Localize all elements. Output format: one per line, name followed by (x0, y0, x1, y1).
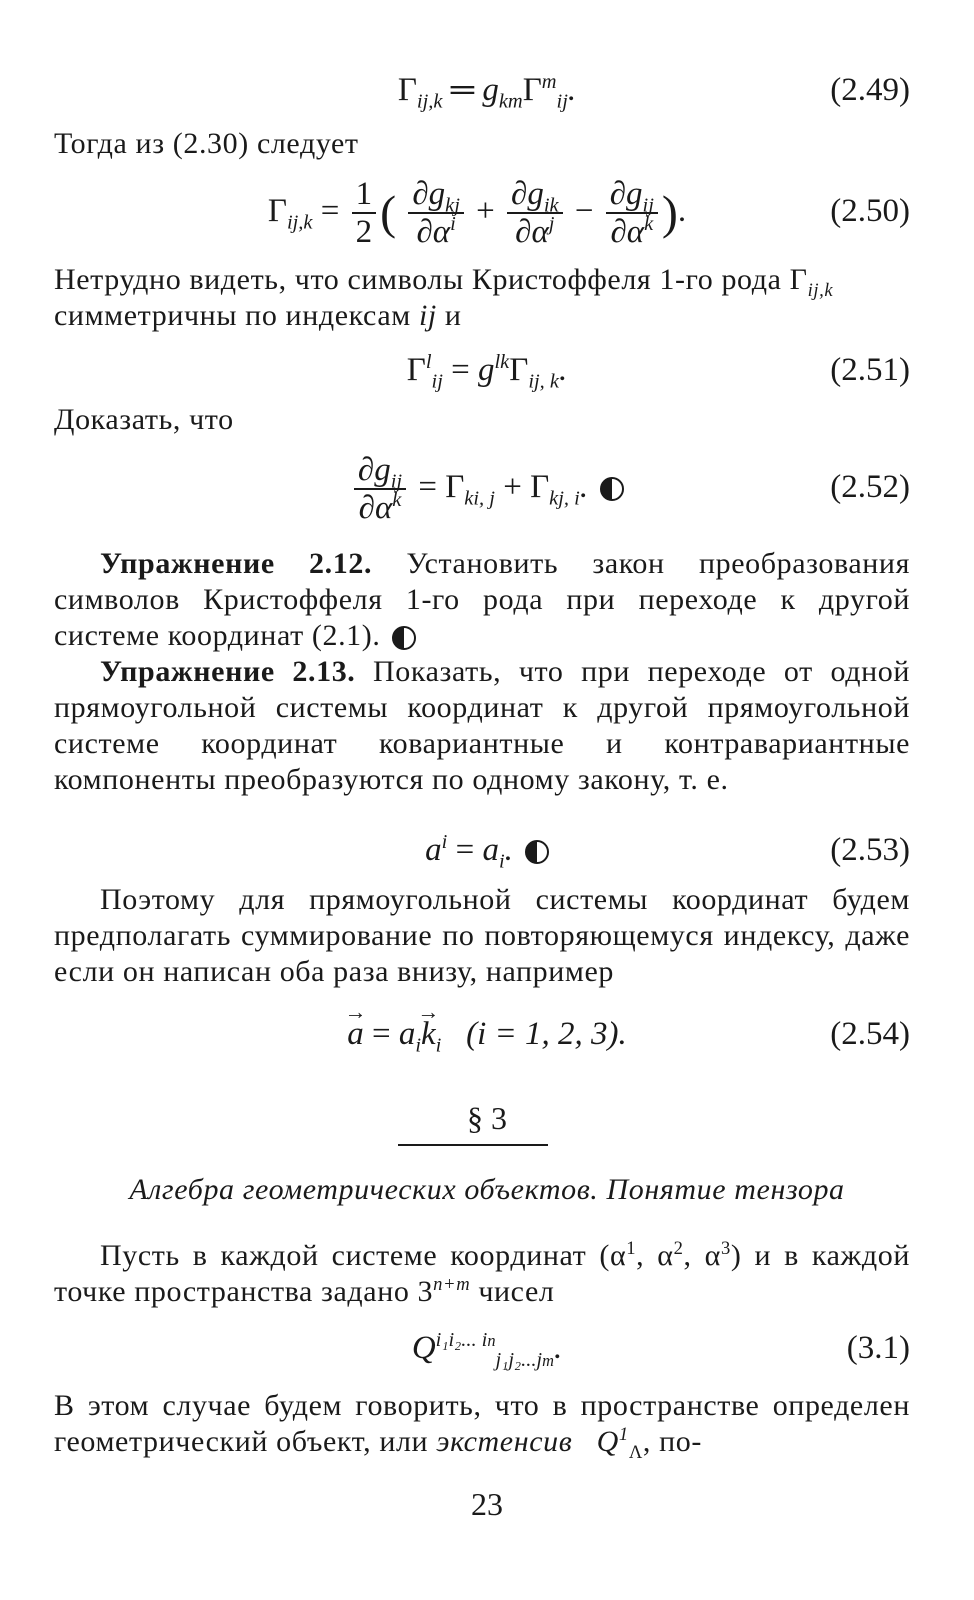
symbol-q: Q (596, 1425, 619, 1458)
punctuation: . (504, 832, 513, 868)
fraction-dg-dalpha (354, 452, 406, 526)
fraction-term-3 (606, 176, 658, 250)
numerator (408, 176, 464, 218)
text: ∂α (416, 214, 451, 251)
relation: = (442, 352, 478, 388)
text: ∂α (515, 214, 549, 251)
punctuation: . (579, 469, 589, 505)
equation-2-51-formula (0, 340, 974, 400)
fraction-half (352, 176, 377, 250)
text: ) и в каждой точке пространства задано 3 (54, 1239, 910, 1308)
superscript: 1 (618, 1424, 629, 1445)
symbol-gamma: Γ (445, 469, 465, 505)
equation-2-53 (0, 820, 974, 880)
text: Нетрудно видеть, что символы Кристоффеля 1-го рода Γ (54, 263, 808, 296)
punctuation: . (558, 352, 568, 388)
operator-plus: + (494, 469, 531, 505)
paragraph-summation: Поэтому для прямоугольной системы координат будем предполагать суммирование по повторяющемуся индексу, даже если он написан оба раза внизу, например (54, 883, 910, 988)
denominator: 2 (355, 214, 373, 251)
denominator (354, 490, 406, 526)
subscript: ij (431, 370, 443, 393)
equation-2-50-formula (0, 174, 974, 250)
numerator (354, 452, 406, 494)
relation: = (363, 1016, 399, 1052)
index-ij: ij (418, 299, 437, 332)
numerator (606, 176, 658, 218)
page-number: 23 (471, 1486, 503, 1522)
punctuation: . (677, 193, 687, 229)
operator-plus: + (476, 193, 495, 229)
text: , α (683, 1239, 721, 1272)
subscript: i (498, 850, 505, 873)
text: Пусть в каждой системе координат (α (100, 1239, 627, 1272)
symbol-gamma: Γ (406, 352, 426, 388)
superscript: k (392, 489, 402, 512)
relation: = (447, 832, 483, 868)
half-filled-circle-icon (525, 840, 549, 864)
exercise-label: Упражнение 2.13. (100, 655, 356, 688)
term-extensive: экстенсив (436, 1425, 573, 1458)
text: ∂g (412, 176, 446, 213)
equation-number: (2.49) (830, 72, 910, 108)
paren-close: ) (661, 186, 678, 240)
vector-a: → a (347, 1004, 364, 1064)
superscript: lk (494, 351, 510, 373)
section-number: § 3 (467, 1100, 507, 1136)
exercise-body: Установить закон преобразования символов Кристоффеля 1-го рода при переходе к другой системе координат (2.1). (54, 547, 910, 652)
half-filled-circle-icon (600, 477, 624, 501)
text: ∂g (511, 176, 544, 213)
symbol-a: a (482, 832, 499, 868)
superscript: 1 (626, 1238, 637, 1259)
text: ∂g (357, 452, 391, 489)
numerator: 1 (352, 176, 377, 214)
subscript: ij (642, 195, 654, 218)
subscript: ij,k (416, 90, 443, 113)
punctuation: . (567, 72, 577, 108)
paragraph-geometric-object (54, 1388, 910, 1463)
text: j₁j₂...j (495, 1348, 543, 1371)
subscript: Λ (628, 1442, 643, 1463)
equation-2-52-formula (0, 450, 974, 526)
symbol-gamma: Γ (397, 72, 417, 108)
equation-number: (2.54) (830, 1016, 910, 1052)
denominator (507, 214, 563, 250)
relation: = (410, 469, 446, 505)
paragraph-intro (54, 1238, 910, 1310)
relation: = (312, 193, 348, 229)
equation-2-54-formula (0, 1004, 974, 1064)
equation-number: (3.1) (846, 1330, 910, 1366)
symbol-q: Q (411, 1330, 436, 1366)
superscript (436, 1329, 496, 1351)
subscript: km (498, 90, 523, 113)
vector-k: → k (421, 1004, 436, 1064)
superscript: l (425, 351, 432, 373)
subscript (496, 1349, 554, 1371)
section-rule (398, 1144, 548, 1146)
superscript: 2 (673, 1238, 684, 1259)
paragraph-christoffel-line-2 (54, 298, 462, 334)
symbol-g: g (482, 72, 499, 108)
symbol-gamma: Γ (530, 469, 550, 505)
text: , α (636, 1239, 674, 1272)
superscript: m (541, 71, 557, 93)
subscript: ij (390, 471, 403, 494)
text: симметричны по индексам (54, 299, 419, 332)
section-title: Алгебра геометрических объектов. Понятие тензора (129, 1173, 845, 1206)
text: , по- (642, 1425, 702, 1458)
subscript: ij,k (286, 211, 313, 234)
symbol-g: g (478, 352, 495, 388)
paragraph-then-follows: Тогда из (2.30) следует (54, 127, 359, 160)
equation-number: (2.51) (830, 352, 910, 388)
paragraph-prove-that: Доказать, что (54, 403, 234, 436)
paren-open: ( (380, 186, 397, 240)
symbol-gamma: Γ (267, 193, 287, 229)
subscript: ij, k (528, 370, 559, 393)
fraction-term-2 (507, 176, 563, 250)
numerator (507, 176, 563, 218)
equation-2-54 (0, 1004, 974, 1064)
relation: ═ (442, 72, 483, 108)
equation-2-49 (0, 60, 974, 120)
equation-3-1 (0, 1318, 974, 1378)
exercise-2-12 (54, 546, 910, 654)
subscript: i (435, 1034, 442, 1057)
superscript: k (644, 213, 654, 236)
superscript: i (450, 213, 456, 236)
exercise-body: Показать, что при переходе от одной прямоугольной системы координат к другой прямоугольной системе координат ковариантные и контравариантные компоненты преобразуются по одному закону, т. е. (54, 655, 910, 796)
denominator (408, 214, 464, 250)
text: n (487, 1331, 496, 1350)
equation-3-1-formula (0, 1318, 974, 1378)
text: i₁i₂... i (435, 1329, 488, 1351)
equation-number: (2.52) (830, 469, 910, 505)
symbol-gamma: Γ (509, 352, 529, 388)
symbol-a: a (398, 1016, 416, 1052)
half-filled-circle-icon (392, 626, 416, 650)
equation-2-49-formula (0, 60, 974, 120)
equation-2-52 (0, 450, 974, 527)
text: ∂α (358, 490, 393, 527)
subscript: kj, i (549, 487, 580, 510)
superscript: n+m (433, 1274, 471, 1295)
operator-minus: − (574, 193, 594, 229)
exercise-2-13 (54, 654, 910, 798)
text: чисел (470, 1275, 555, 1308)
subscript: ij (556, 90, 568, 113)
equation-2-53-formula (0, 820, 974, 880)
equation-2-51 (0, 340, 974, 400)
subscript: ij,k (807, 280, 834, 301)
equation-number: (2.50) (830, 193, 910, 229)
punctuation: . (553, 1330, 563, 1366)
symbol-a: a (425, 832, 442, 868)
equation-number: (2.53) (830, 832, 910, 868)
subscript: kj (445, 195, 460, 218)
text: ∂g (609, 176, 643, 213)
superscript: j (548, 213, 555, 236)
symbol-gamma: Γ (522, 72, 542, 108)
text: ∂α (610, 214, 645, 251)
exercise-label: Упражнение 2.12. (100, 547, 373, 580)
subscript: i (415, 1034, 422, 1057)
text: m (542, 1350, 554, 1370)
subscript: ik (543, 195, 559, 218)
text: В этом случае будем говорить, что в пространстве определен геометрический объект, или (54, 1389, 910, 1458)
paragraph-christoffel-line-1 (54, 262, 910, 301)
index-condition: (i = 1, 2, 3). (466, 1016, 627, 1052)
superscript: i (441, 831, 448, 853)
equation-2-50 (0, 174, 974, 251)
denominator (606, 214, 658, 250)
text: и (436, 299, 462, 332)
subscript: ki, j (464, 487, 495, 510)
superscript: 3 (720, 1238, 731, 1259)
fraction-term-1 (408, 176, 464, 250)
